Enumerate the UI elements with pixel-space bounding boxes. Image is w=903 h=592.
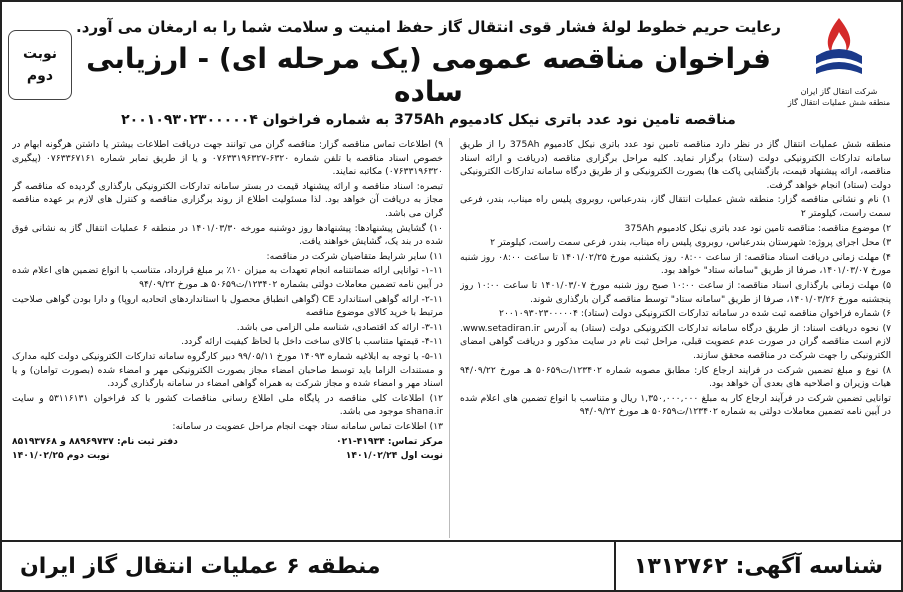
paragraph: ۲-۱۱- ارائه گواهی استاندارد CE (گواهی انطباق محصول با استانداردهای اتحادیه اروپا) و دارا بودن گواهی صلاحیت مرتبط با خرید کالای موضوع مناقصه — [12, 293, 443, 319]
notice-footer — [2, 540, 901, 590]
call-center: مرکز تماس: ۴۱۹۳۴-۰۲۱ — [336, 436, 443, 448]
paragraph: ۹) اطلاعات تماس مناقصه گزار: مناقصه گران می توانند جهت دریافت اطلاعات بیشتر یا داشتن هرگونه ابهام در خصوص اسناد مناقصه با تلفن شماره ۶۳۲۰-۰۷۶۳۳۱۹۶۳۲۷ و یا از طریق نمابر شماره ۰۷۶۳۳۶۷۱۶۱ (پیگیری ۰۷۶۳۳۱۹۶۳۲۰) مکاتبه نمایند. — [12, 139, 443, 178]
contact-row — [12, 435, 443, 449]
round-badge-label: نوبت — [22, 46, 58, 62]
paragraph: ۱) نام و نشانی مناقصه گزار: منطقه شش عملیات انتقال گاز، بندرعباس، روبروی پلیس راه میناب، بندر، فرعی سمت راست، کیلومتر ۲ — [460, 194, 891, 219]
contact-block — [12, 435, 443, 462]
paragraph: ۱۲) اطلاعات کلی مناقصه در پایگاه ملی اطلاع رسانی مناقصات کشور با کد فراخوان ۵۳۱۱۶۱۳۱ و سایت shana.ir موجود می باشد. — [12, 392, 444, 418]
first-round-date: ۱۴۰۱/۰۲/۲۴ — [345, 450, 398, 462]
paragraph: ۴-۱۱- قیمتها متناسب با کالای ساخت داخل با لحاظ کیفیت ارائه گردد. — [181, 336, 443, 348]
paragraph: ۷) نحوه دریافت اسناد: از طریق درگاه سامانه تدارکات الکترونیکی دولت (ستاد) به آدرس www.setadiran.ir. لازم است مناقصه گران در صورت عدم عضویت قبلی، مراحل ثبت نام در سایت مذکور و دریافت گواهی امضای الکترونیکی را جهت شرکت در مناقصه محقق سازند. — [460, 322, 891, 361]
second-round-label: نوبت دوم — [66, 450, 110, 462]
paragraph: ۶) شماره فراخوان مناقصه ثبت شده در سامانه تدارکات الکترونیکی دولت (ستاد): ۲۰۰۱۰۹۳۰۲۳۰۰۰۰۰۴ — [499, 308, 891, 320]
paragraph: ۵) مهلت زمانی بارگذاری اسناد مناقصه: از ساعت ۱۰:۰۰ صبح روز شنبه مورخ ۱۴۰۱/۰۳/۰۷ تا ساعت ۱۰:۰۰ روز پنجشنبه مورخ ۱۴۰۱/۰۳/۲۶، صرفا از طریق "سامانه ستاد" توسط مناقصه گران بارگذاری شوند. — [460, 279, 891, 305]
paragraph: ۳-۱۱- ارائه کد اقتصادی، شناسه ملی الزامی می باشد. — [236, 321, 443, 333]
safety-slogan: رعایت حریم خطوط لولهٔ فشار قوی انتقال گاز حفظ امنیت و سلامت شما را به ارمغان می آورد. — [76, 18, 781, 36]
second-round-date: ۱۴۰۱/۰۲/۲۵ — [12, 450, 64, 462]
paragraph: توانایی تضمین شرکت در فرآیند ارجاع کار به مبلغ ۱,۳۵۰,۰۰۰,۰۰۰ ریال و متناسب با انواع تضمین های اعلام شده در آیین نامه تضمین معاملات دولتی به شماره ۱۲۳۴۰۲/ت۵۰۶۵۹ هـ مورخ ۹۴/۰۹/۲۲ — [460, 392, 891, 418]
notice-header — [74, 12, 783, 130]
registration-office: دفتر ثبت نام: ۸۸۹۶۹۷۳۷ و ۸۵۱۹۳۷۶۸ — [12, 436, 178, 448]
paragraph: ۴) مهلت زمانی دریافت اسناد مناقصه: از ساعت ۰۸:۰۰ روز یکشنبه مورخ ۱۴۰۱/۰۲/۲۵ تا ساعت ۰۸:۰۰ روز شنبه مورخ ۱۴۰۱/۰۳/۰۷، صرفا از طریق "سامانه ستاد" خواهد بود. — [460, 251, 891, 277]
first-round-label: نوبت اول — [400, 450, 443, 462]
paragraph: ۸) نوع و مبلغ تضمین شرکت در فرایند ارجاع کار: مطابق مصوبه شماره ۱۲۳۴۰۲/ت۵۰۶۵۹ هـ مورخ ۹۴/۰۹/۲۲ هیات وزیران و اصلاحیه های بعدی آن خواهد بود. — [460, 364, 891, 390]
logo-text-company: شرکت انتقال گاز ایران — [800, 87, 878, 96]
publication-dates — [12, 449, 443, 463]
notice-id: شناسه آگهی: ۱۳۱۲۷۶۲ — [614, 542, 883, 590]
notice-subtitle: مناقصه تامین نود عدد باتری نیکل کادمیوم 375Ah به شماره فراخوان ۲۰۰۱۰۹۳۰۲۳۰۰۰۰۰۴ — [121, 112, 736, 128]
logo-text-region: منطقه شش عملیات انتقال گاز — [787, 98, 891, 107]
paragraph: ۲) موضوع مناقصه: مناقصه تامین نود عدد باتری نیکل کادمیوم 375Ah — [624, 222, 891, 234]
paragraph: ۱۰) گشایش پیشنهادها: پیشنهادها روز دوشنبه مورخه ۱۴۰۱/۰۳/۳۰ در منطقه ۶ عملیات انتقال گاز به نشانی فوق شده در بند یک، گشایش خواهند یافت. — [12, 222, 443, 248]
notice-body — [12, 138, 891, 538]
paragraph: ۳) محل اجرای پروژه: شهرستان بندرعباس، روبروی پلیس راه میناب، بندر، فرعی سمت راست، کیلومتر ۲ — [490, 237, 891, 249]
second-round — [12, 449, 110, 463]
paragraph: ۱۱) سایر شرایط متقاضیان شرکت در مناقصه: — [266, 250, 443, 262]
company-logo — [785, 12, 893, 108]
body-column-right — [460, 138, 891, 538]
body-column-left — [12, 138, 450, 538]
paragraph: ۵-۱۱- با توجه به ابلاغیه شماره ۱۴۰۹۳ مورخ ۹۹/۰۵/۱۱ دبیر کارگروه سامانه تدارکات الکترونیکی دولت کلیه مدارک و مستندات الزاما باید توسط صاحبان امضاء مجاز بصورت الکترونیکی مهر و امضاء شده (بصورت توامان) و یا اسناد مهر و امضاء شده و مجاز شرکت به همراه گواهی امضاء در سامانه بارگذاری گردد. — [12, 350, 443, 390]
round-badge — [8, 30, 72, 100]
paragraph: تبصره: اسناد مناقصه و ارائه پیشنهاد قیمت در بستر سامانه تدارکات الکترونیکی بارگذاری گردیده که مناقصه گر مجاز به دریافت آن خواهد بود. لذا مسئولیت اطلاع از روند برگزاری مناقصه و کنترل های لازم بر عهده مناقصه گران می باشد. — [12, 180, 443, 219]
gas-flame-icon — [802, 12, 876, 86]
organization-name: منطقه ۶ عملیات انتقال گاز ایران — [20, 553, 381, 579]
paragraph: منطقه شش عملیات انتقال گاز در نظر دارد مناقصه تامین نود عدد باتری نیکل کادمیوم 375Ah را از طریق سامانه تدارکات الکترونیکی دولت (ستاد) برگزار نماید. کلیه مراحل برگزاری مناقصه (دریافت و ارائه اسناد مناقصه، ارائه پیشنهاد قیمت، بازگشایی پاکت ها) بصورت الکترونیکی و از طریق درگاه سامانه تدارکات الکترونیکی دولت (ستاد) انجام خواهد گرفت. — [460, 139, 891, 191]
paragraph: ۱-۱۱- توانایی ارائه ضمانتنامه انجام تعهدات به میزان ۱۰٪ بر مبلغ قرارداد، متناسب با انواع تضمین های اعلام شده در آیین نامه تضمین معاملات دولتی بشماره ۱۲۳۴۰۲/ت۵۰۶۵۹ هـ مورخ ۹۴/۰۹/۲۲ — [12, 265, 443, 290]
paragraph: ۱۳) اطلاعات تماس سامانه ستاد جهت انجام مراحل عضویت در سامانه: — [172, 420, 443, 432]
notice-title: فراخوان مناقصه عمومی (یک مرحله ای) - ارزیابی ساده — [86, 42, 771, 108]
first-round — [346, 449, 443, 463]
round-badge-value: دوم — [26, 68, 54, 84]
